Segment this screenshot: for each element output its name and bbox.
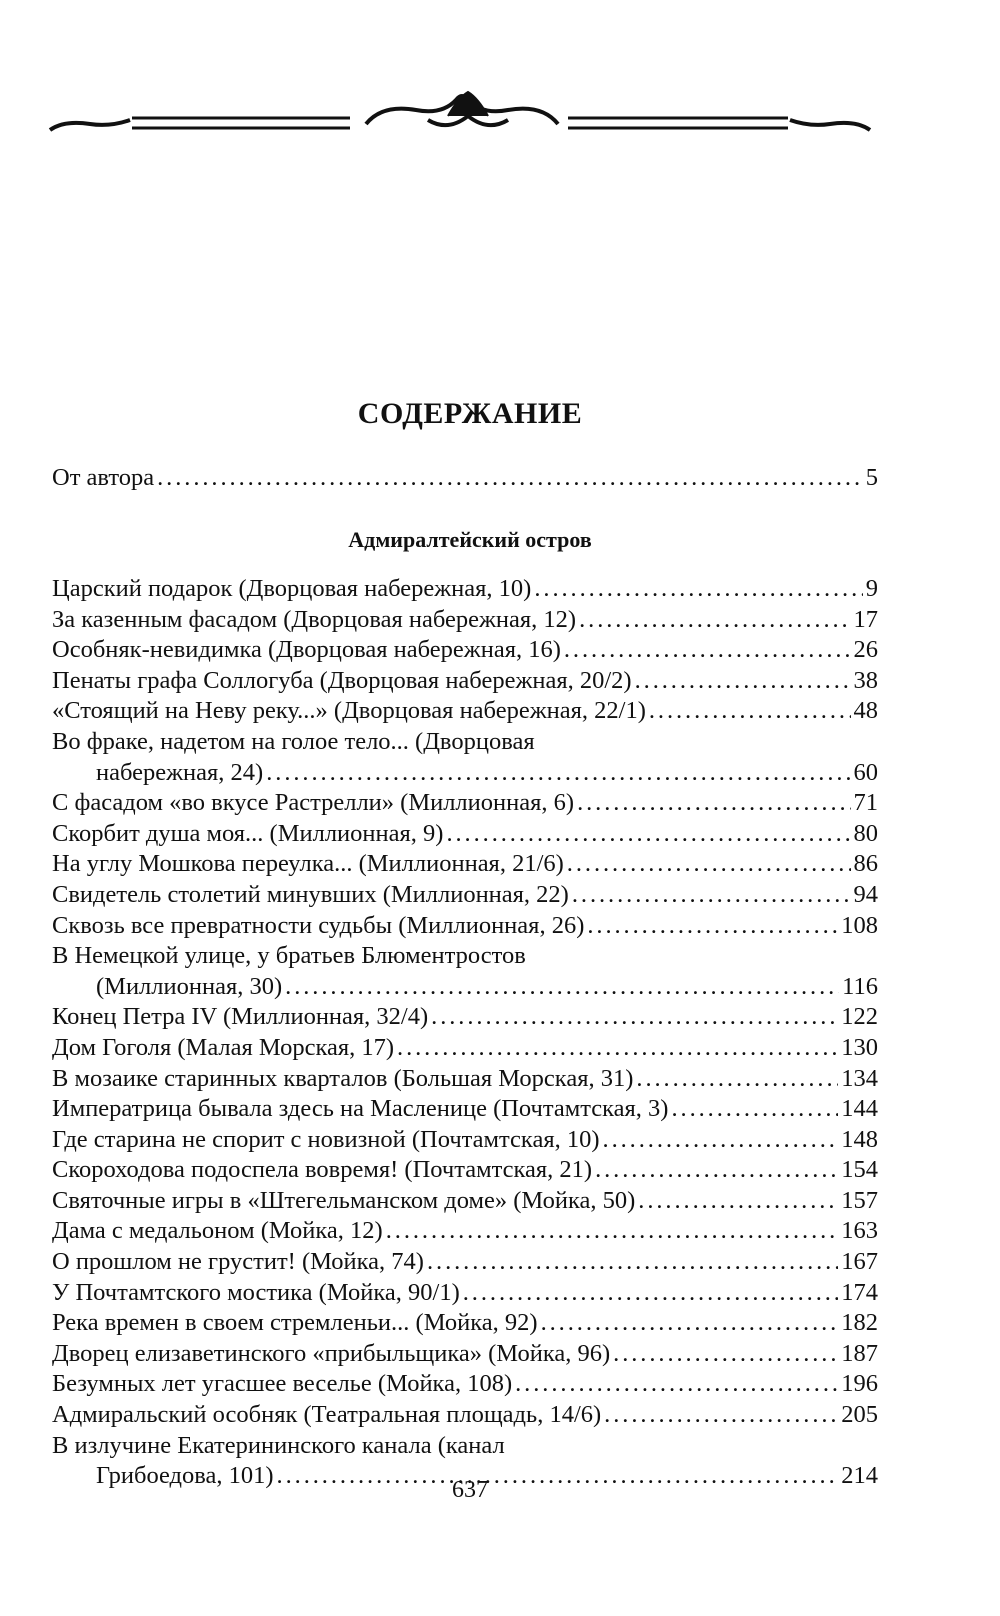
leader-dots: [595, 1155, 838, 1186]
toc-entry-first-line: Во фраке, надетом на голое тело... (Дворцовая: [52, 727, 535, 755]
toc-entry-label: Грибоедова, 101): [96, 1462, 274, 1490]
toc-entry-first-line: В излучине Екатерининского канала (канал: [52, 1431, 505, 1459]
toc-entry[interactable]: [52, 1308, 878, 1339]
toc-entry-label: От автора: [52, 464, 155, 491]
toc-entry-page: 196: [841, 1370, 878, 1398]
toc-entry-page: 71: [853, 789, 878, 817]
toc-entry[interactable]: [52, 1064, 878, 1095]
page-title: СОДЕРЖАНИЕ: [357, 397, 583, 430]
leader-dots: [431, 1002, 838, 1033]
leader-dots: [613, 1339, 838, 1370]
toc-intro: [52, 463, 878, 494]
leader-dots: [463, 1278, 839, 1309]
toc-entry-label: Императрица бывала здесь на Масленице (Почтамтская, 3): [52, 1095, 669, 1123]
toc-entry[interactable]: [52, 1186, 878, 1217]
leader-dots: [636, 1064, 838, 1095]
leader-dots: [541, 1308, 839, 1339]
leader-dots: [572, 880, 851, 911]
toc-entry-label: О прошлом не грустит! (Мойка, 74): [52, 1248, 424, 1276]
toc-entry[interactable]: [52, 463, 878, 494]
toc-entry-label: Пенаты графа Соллогуба (Дворцовая набережная, 20/2): [52, 666, 632, 694]
toc-entry-page: 157: [841, 1186, 878, 1214]
toc-entry[interactable]: [52, 1278, 878, 1309]
toc-entry-page: 60: [853, 758, 878, 786]
toc-entry[interactable]: [52, 1216, 878, 1247]
leader-dots: [577, 788, 850, 819]
toc-entry-label: Безумных лет угасшее веселье (Мойка, 108): [52, 1370, 513, 1398]
toc-entry[interactable]: [52, 758, 878, 789]
toc-entry[interactable]: [52, 849, 878, 880]
toc-entry[interactable]: [52, 1369, 878, 1400]
leader-dots: [564, 635, 851, 666]
toc-entry-page: 174: [841, 1278, 878, 1306]
toc-entry-page: 38: [853, 666, 878, 694]
toc-entry-page: 17: [853, 605, 878, 633]
toc-entry-first-line: В Немецкой улице, у братьев Блюментростов: [52, 942, 526, 970]
toc-entry[interactable]: [52, 819, 878, 850]
toc-entry-label: Святочные игры в «Штегельманском доме» (Мойка, 50): [52, 1186, 636, 1214]
toc-entry-label: С фасадом «во вкусе Растрелли» (Миллионная, 6): [52, 789, 575, 817]
toc-entry-label: Дом Гоголя (Малая Морская, 17): [52, 1033, 395, 1061]
leader-dots: [649, 696, 851, 727]
toc-entry-label: Дама с медальоном (Мойка, 12): [52, 1217, 383, 1245]
toc-entry[interactable]: [52, 788, 878, 819]
leader-dots: [638, 1186, 838, 1217]
toc-entry-page: 94: [853, 880, 878, 908]
toc-entry-label: Скорбит душа моя... (Миллионная, 9): [52, 819, 444, 847]
toc-entry-label: «Стоящий на Неву реку...» (Дворцовая набережная, 22/1): [52, 697, 646, 725]
leader-dots: [579, 605, 850, 636]
toc-entry-label: (Миллионная, 30): [96, 972, 283, 1000]
leader-dots: [603, 1125, 839, 1156]
leader-dots: [266, 758, 850, 789]
toc-entry-label: За казенным фасадом (Дворцовая набережная, 12): [52, 605, 577, 633]
toc-entry-label: Особняк-невидимка (Дворцовая набережная, 16): [52, 636, 561, 664]
toc-entry[interactable]: [52, 1033, 878, 1064]
toc-entry[interactable]: [52, 666, 878, 697]
toc-entry-page: 144: [841, 1095, 878, 1123]
toc-entry-page: 187: [841, 1339, 878, 1367]
toc-entry-label: Адмиральский особняк (Театральная площадь, 14/6): [52, 1401, 602, 1429]
leader-dots: [285, 972, 839, 1003]
toc-entry[interactable]: [52, 1094, 878, 1125]
section-heading: Адмиралтейский остров: [348, 527, 592, 552]
page-number: 637: [452, 1477, 488, 1503]
toc-entry[interactable]: [52, 1247, 878, 1278]
toc-entry[interactable]: [52, 696, 878, 727]
toc-entry-page: 9: [865, 575, 878, 602]
toc-entry-label: Конец Петра IV (Миллионная, 32/4): [52, 1003, 429, 1031]
leader-dots: [157, 463, 863, 494]
toc-entry-label: Свидетель столетий минувших (Миллионная, 22): [52, 880, 569, 908]
leader-dots: [515, 1369, 838, 1400]
toc-entry-label: Река времен в своем стремленьи... (Мойка, 92): [52, 1309, 538, 1337]
toc-entry-label: Царский подарок (Дворцовая набережная, 10): [52, 575, 532, 602]
toc-entry-page: 130: [841, 1033, 878, 1061]
leader-dots: [446, 819, 850, 850]
toc-entry-page: 122: [841, 1003, 878, 1031]
leader-dots: [534, 574, 862, 605]
toc-entry-page: 154: [841, 1156, 878, 1184]
leader-dots: [587, 911, 838, 942]
toc-entry-label: Дворец елизаветинского «прибыльщика» (Мойка, 96): [52, 1339, 611, 1367]
toc-entry[interactable]: [52, 1339, 878, 1370]
toc-entry-page: 108: [841, 911, 878, 939]
toc-entry-label: У Почтамтского мостика (Мойка, 90/1): [52, 1278, 460, 1306]
leader-dots: [635, 666, 851, 697]
toc-entry-page: 134: [841, 1064, 878, 1092]
leader-dots: [427, 1247, 838, 1278]
leader-dots: [567, 849, 851, 880]
decorative-divider-icon: [48, 90, 888, 150]
toc-entry-label: Где старина не спорит с новизной (Почтамтская, 10): [52, 1125, 600, 1153]
toc-entry-label: На углу Мошкова переулка... (Миллионная, 21/6): [52, 850, 564, 878]
leader-dots: [604, 1400, 838, 1431]
toc-entry-page: 5: [865, 464, 878, 491]
toc-entry[interactable]: [52, 1400, 878, 1431]
toc-entry-page: 48: [853, 697, 878, 725]
toc-entry[interactable]: [52, 1002, 878, 1033]
toc-entry[interactable]: [52, 605, 878, 636]
toc-list: [52, 574, 878, 1492]
toc-entry-label: В мозаике старинных кварталов (Большая Морская, 31): [52, 1064, 634, 1092]
toc-entry-page: 163: [841, 1217, 878, 1245]
toc-entry[interactable]: [52, 1125, 878, 1156]
toc-entry-label: набережная, 24): [96, 758, 264, 786]
toc-entry-page: 167: [841, 1248, 878, 1276]
toc-entry-label: Скороходова подоспела вовремя! (Почтамтская, 21): [52, 1156, 593, 1184]
toc-entry-page: 26: [853, 636, 878, 664]
toc-entry-label: Сквозь все превратности судьбы (Миллионная, 26): [52, 911, 585, 939]
toc-entry-page: 182: [841, 1309, 878, 1337]
toc-entry[interactable]: [52, 972, 878, 1003]
toc-entry[interactable]: [52, 574, 878, 605]
toc-entry-page: 214: [841, 1462, 878, 1490]
toc-entry[interactable]: [52, 880, 878, 911]
toc-entry[interactable]: [52, 1155, 878, 1186]
leader-dots: [671, 1094, 838, 1125]
toc-entry[interactable]: [52, 635, 878, 666]
leader-dots: [397, 1033, 838, 1064]
toc-entry-page: 205: [841, 1401, 878, 1429]
toc-entry-page: 86: [853, 850, 878, 878]
toc-entry-page: 148: [841, 1125, 878, 1153]
toc-entry-page: 80: [853, 819, 878, 847]
toc-entry[interactable]: [52, 911, 878, 942]
leader-dots: [386, 1216, 839, 1247]
toc-entry-page: 116: [842, 972, 878, 1000]
